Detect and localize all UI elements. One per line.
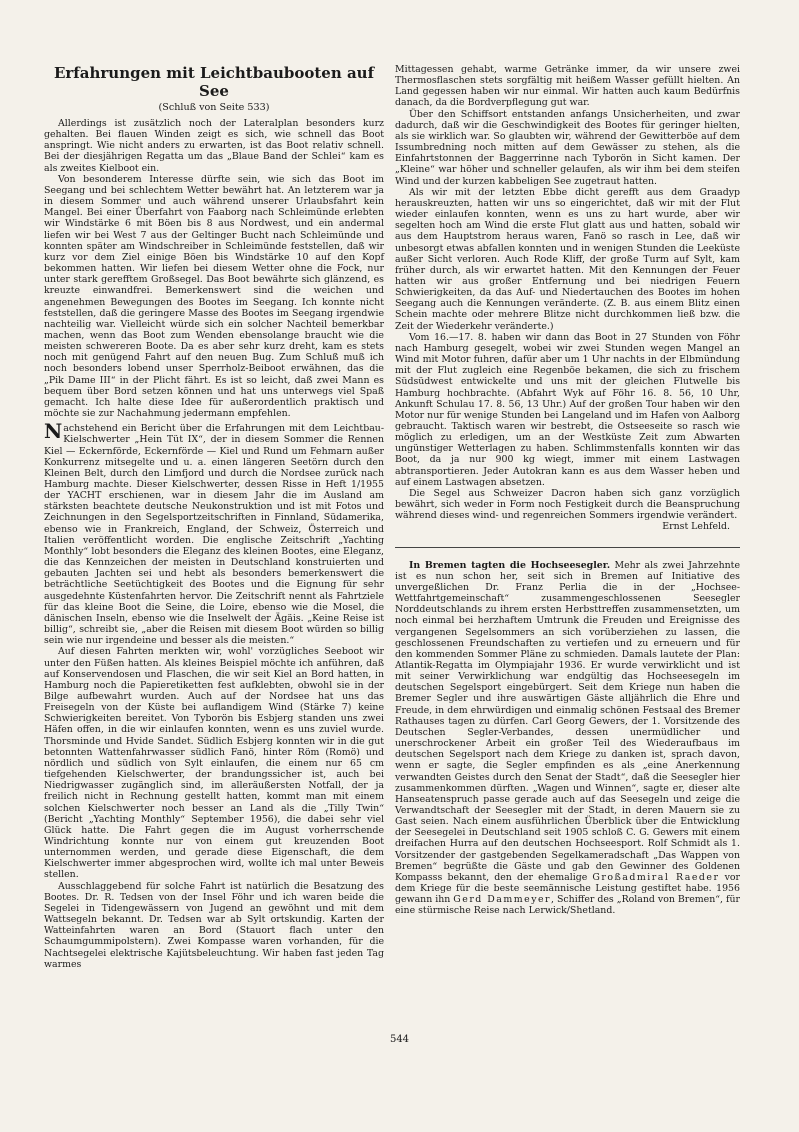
paragraph: Auf diesen Fahrten merkten wir, wohl' vorzügliches Seeboot wir unter den Füßen hatten. Als kleines Beispiel möchte ich anführen, daß auf Konservendosen und Flaschen, die wir seit Kiel an Bord hatten, in Hamburg noch die Papieretiketten fest aufklebten, obwohl sie in der Bilge aufbewahrt wurden. Auch auf der Nordsee hat uns das Freisegeln von der Küste bei auflandigem Wind (Stärke 7) keine Schwierigkeiten bereitet. Von Tyborön bis Esbjerg standen uns zwei Häfen offen, in die wir einlaufen konnten, wenn es uns zuviel wurde. Thorsminde und Hvide Sandet. Südlich Esbjerg konnten wir in die gut betonnten Wattenfahrwasser südlich Fanö, hinter Röm (Romö) und nördlich und südlich von Sylt einlaufen, die einem nur 65 cm tiefgehenden Kielschwerter, der brandungssicher ist, auch bei Niedrigwasser zugänglich sind, im alleräußersten Notfall, der ja freilich nicht in Rechnung gestellt hatten, kommt man mit einem solchen Kielschwerter noch besser an Land als die „Tilly Twin“ (Bericht „Yachting Monthly“ September 1956), die dabei sehr viel Glück hatte. Die Fahrt gegen die im August vorherrschende Windrichtung konnte nur von einem gut kreuzenden Boot unternommen werden, und gerade diese Eigenschaft, die dem Kielschwerter immer abgesprochen wird, wollte ich mal unter Beweis stellen. bbox=[44, 646, 384, 881]
spaced-name: Gerd Dammeyer bbox=[453, 894, 552, 906]
paragraph: Allerdings ist zusätzlich noch der Lateralplan besonders kurz gehalten. Bei flauen Winden zeigt es sich, wie schnell das Boot anspringt. Wie nicht anders zu erwarten, ist das Boot relativ schnell. Bei der diesjährigen Regatta um das „Blaue Band der Schlei“ kam es als zweites Kielboot ein. bbox=[44, 118, 384, 174]
paragraph: Die Segel aus Schweizer Dacron haben sich ganz vorzüglich bewährt, sich weder in Form noch Festigkeit durch die Beanspruchung während dieses wind- und regenreichen Sommers irgendwie verändert. bbox=[395, 487, 740, 522]
page-number: 544 bbox=[389, 1034, 410, 1045]
article-subtitle: (Schluß von Seite 533) bbox=[158, 102, 270, 113]
section-divider bbox=[395, 547, 740, 548]
article-title: Erfahrungen mit Leichtbaubooten auf See bbox=[53, 64, 375, 100]
paragraph: Ausschlaggebend für solche Fahrt ist natürlich die Besatzung des Bootes. Dr. R. Tedsen von der Insel Föhr und ich waren beide die Segelei in Tidengewässern von Jugend an gewöhnt und mit dem Wattsegeln bekannt. Dr. Tedsen war ab Sylt ortskundig. Karten der Watteinfahrten waren an Bord (Stauort flach unter den Schaumgummipolstern). Zwei Kompasse waren vorhanden, für die Nachtsegelei elektrische Kajütsbeleuchtung. Wir haben fast jeden Tag warmes bbox=[44, 880, 384, 970]
paragraph: Über den Schiffsort entstanden anfangs Unsicherheiten, und zwar dadurch, daß wir die Geschwindigkeit des Bootes für geringer hielten, als sie wirklich war. So glaubten wir, während der Gewitterböe auf dem Issumbredning noch mitten auf dem Gewässer zu stehen, als die Einfahrtstonnen der Baggerrinne nach Tyborön in Sicht kamen. Der „Kleine“ war höher und schneller gelaufen, als wir ihm bei dem steifen Wind und der kurzen kabbeligen See zugetraut hatten. bbox=[395, 108, 740, 187]
news-lead: In Bremen tagten die Hochseesegler. bbox=[409, 559, 611, 571]
spaced-name: Großadmiral Raeder bbox=[592, 871, 720, 883]
paragraph: Als wir mit der letzten Ebbe dicht gerefft aus dem Graadyp herauskreuzten, hatten wir uns so eingerichtet, daß wir mit der Flut wieder einlaufen konnten, wenn es uns zu hart wurde, aber wir segelten hoch am Wind die erste Flut glatt aus und hatten, sobald wir aus dem Hauptstrom heraus waren, Fanö so rasch in Lee, daß wir unbesorgt etwas abfallen konnten und in wenigen Stunden die Leeküste außer Sicht verloren. Auch Rode Kliff, der große Turm auf Sylt, kam früher durch, als wir erwartet hatten. Mit den Kennungen der Feuer hatten wir aus großer Entfernung und bei niedrigen Feuern Schwierigkeiten, da das Auf- und Niedertauchen des Bootes im hohen Seegang auch die Kennungen veränderte. (Z. B. aus einem Blitz einen Schein machte oder mehrere Blitze nicht durchkommen ließ bzw. die Zeit der Wiederkehr veränderte.) bbox=[395, 186, 740, 332]
right-column bbox=[395, 64, 740, 917]
drop-cap: N bbox=[44, 419, 63, 444]
paragraph: Mittagessen gehabt, warme Getränke immer, da wir unsere zwei Thermosflaschen stets sorgfältig mit heißem Wasser gefüllt hielten. An Land gegessen haben wir nur einmal. Wir hatten auch kaum Bedürfnis danach, da die Bordverpflegung gut war. bbox=[395, 64, 740, 109]
paragraph: Vom 16.—17. 8. haben wir dann das Boot in 27 Stunden von Föhr nach Hamburg gesegelt, wobei wir zwei Stunden wegen Mangel an Wind mit Motor fuhren, dafür aber um 1 Uhr nachts in der Elbmündung mit der Flut zugleich eine Regenböe bekamen, die sich zu frischem Südsüdwest entwickelte und uns mit der gleichen Flutwelle bis Hamburg hochbrachte. (Abfahrt Wyk auf Föhr 16. 8. 56, 10 Uhr, Ankunft Schulau 17. 8. 56, 13 Uhr.) Auf der großen Tour haben wir den Motor nur für wenige Stunden bei Langeland und im Hafen von Aalborg gebraucht. Taktisch waren wir bestrebt, die Ostseeseite so rasch wie möglich zu erledigen, um an der Westküste Zeit zum Abwarten ungünstiger Wetterlagen zu haben. Schlimmstenfalls konnten wir das Boot, da ja nur 900 kg wiegt, immer mit einem Lastwagen abtransportieren. Jeder Autokran kann es aus dem Wasser heben und auf einem Lastwagen absetzen. bbox=[395, 331, 740, 488]
paragraph: Von besonderem Interesse dürfte sein, wie sich das Boot im Seegang und bei schlechtem Wetter bewährt hat. An letzterem war ja in diesem Sommer und auch während unserer Urlaubsfahrt kein Mangel. Bei einer Überfahrt von Faaborg nach Schleimünde erlebten wir Windstärke 6 mit Böen bis 8 aus Nordwest, und ein andermal liefen wir bei West 7 aus der Geltinger Bucht nach Schleimünde und konnten später am Windschreiber in Schleimünde feststellen, daß wir kurz vor dem Ziel einige Böen bis Windstärke 10 auf den Kopf bekommen hatten. Wir liefen bei diesem Wetter ohne die Fock, nur unter stark gerefftem Großsegel. Das Boot bewährte sich glänzend, es kreuzte einwandfrei. Bemerkenswert sind die weichen und angenehmen Bewegungen des Bootes im Seegang. Ich konnte nicht feststellen, daß die geringere Masse des Bootes im Seegang irgendwie nachteilig war. Vielleicht würde sich ein solcher Nachteil bemerkbar machen, wenn das Boot zum Wenden ebensolange braucht wie die meisten schwereren Boote. Da es aber sehr kurz dreht, kam es stets noch mit genügend Fahrt auf den neuen Bug. Zum Schluß muß ich noch besonders lobend unser Sperrholz-Beiboot erwähnen, das die „Pik Dame III“ in der Plicht fährt. Es ist so leicht, daß zwei Mann es bequem über Bord setzen können und hat uns unterwegs viel Spaß gemacht. Ich halte diese Idee für außerordentlich praktisch und möchte sie zur Nachahmung jedermann empfehlen. bbox=[44, 173, 384, 420]
author-signature: Ernst Lehfeld. bbox=[662, 521, 730, 533]
paragraph-text: achstehend ein Bericht über die Erfahrungen mit dem Leichtbau-Kielschwerter „Hein Tüt IX“, der in diesem Sommer die Rennen Kiel — Eckernförde, Eckernförde — Kiel und Rund um Fehmarn außer Konkurrenz mitsegelte und u. a. einen längeren Seetörn durch den Kleinen Belt, durch den Limfjord und durch die Nordsee zurück nach Hamburg machte. Dieser Kielschwerter, dessen Risse in Heft 1/1955 der YACHT erschienen, war in diesem Jahr die im Ausland am stärksten beachtete deutsche Neukonstruktion und ist mit Fotos und Zeichnungen in den Segelsportzeitschriften in Finnland, Südamerika, ebenso wie in Frankreich, England, der Schweiz, Österreich und Italien veröffentlicht worden. Die englische Zeitschrift „Yachting Monthly“ lobt besonders die Eleganz des kleinen Bootes, eine Eleganz, die das Kennzeichen der meisten in Deutschland konstruierten und gebauten Jachten sei und hebt als besonders bemerkenswert die beträchtliche Seetüchtigkeit des Bootes und die Eignung für sehr ausgedehnte Küstenfahrten hervor. Die Zeitschrift nennt als Fahrtziele für das kleine Boot die Seine, die Loire, ebenso wie die Mosel, die dänischen Inseln, ebenso wie die Inselwelt der Ägäis. „Keine Reise ist billig“, schreibt sie, „aber die Reisen mit diesem Boot würden so billig sein wie nur irgendeine und besser als die meisten.“ bbox=[44, 423, 384, 647]
hein-tuet-paragraph bbox=[44, 419, 384, 647]
bremen-paragraph: In Bremen tagten die Hochseesegler. Mehr als zwei Jahrzehnte ist es nun schon her, seit sich in Bremen auf Initiative des unvergeßlichen Dr. Franz Perlia die in der „Hochsee-Wettfahrtgemeinschaft“ zusammengeschlossenen Seesegler Norddeutschlands zu ihrem ersten Herbsttreffen zusammensetzten, um noch einmal bei herzhaftem Umtrunk die Freuden und Ereignisse des vergangenen Segelsommers an sich vorüberziehen zu lassen, die geschlossenen Freundschaften zu vertiefen und zu erneuern und für den kommenden Sommer Pläne zu schmieden. Damals lautete der Plan: Atlantik-Regatta im Olympiajahr 1936. Er wurde verwirklicht und ist mit seiner Verwirklichung war endgültig das Hochseesegeln im deutschen Segelsport eingebürgert. Seit dem Kriege nun haben die Bremer Segler und ihre auswärtigen Gäste alljährlich die Ehre und Freude, in dem ehrwürdigen und einmalig schönen Festsaal des Bremer Rathauses tagen zu dürfen. Carl Georg Gewers, der 1. Vorsitzende des Deutschen Segler-Verbandes, dessen unermüdlicher und unerschrockener Arbeit ein großer Teil des Wiederaufbaus im deutschen Segelsport nach dem Kriege zu danken ist, sprach davon, wenn er sagte, die Segler empfinden es als „eine Anerkennung verwandten Geistes durch den Senat der Stadt“, daß die Seesegler hier zusammenkommen dürften. „Wagen und Winnen“, sagte er, dieser alte Hanseatenspruch passe gerade auch auf das Seesegeln und zeige die Verwandtschaft der Seesegler mit der Stadt, in deren Mauern sie zu Gast seien. Nach einem ausführlichen Überblick über die Entwicklung der Seesegelei in Deutschland seit 1905 schloß C. G. Gewers mit einem dreifachen Hurra auf den deutschen Hochseesport. Rolf Schmidt als 1. Vorsitzender der gastgebenden Segelkameradschaft „Das Wappen von Bremen“ begrüßte die Gäste und gab den Gewinner des Goldenen Kompasss bekannt, den der ehemalige Großadmiral Raeder vor dem Kriege für die beste seemännische Leistung gestiftet habe. 1956 gewann ihn Gerd Dammeyer, Schiffer des „Roland von Bremen“, für eine stürmische Reise nach Lerwick/Shetland. bbox=[395, 559, 740, 917]
left-column bbox=[44, 64, 384, 970]
